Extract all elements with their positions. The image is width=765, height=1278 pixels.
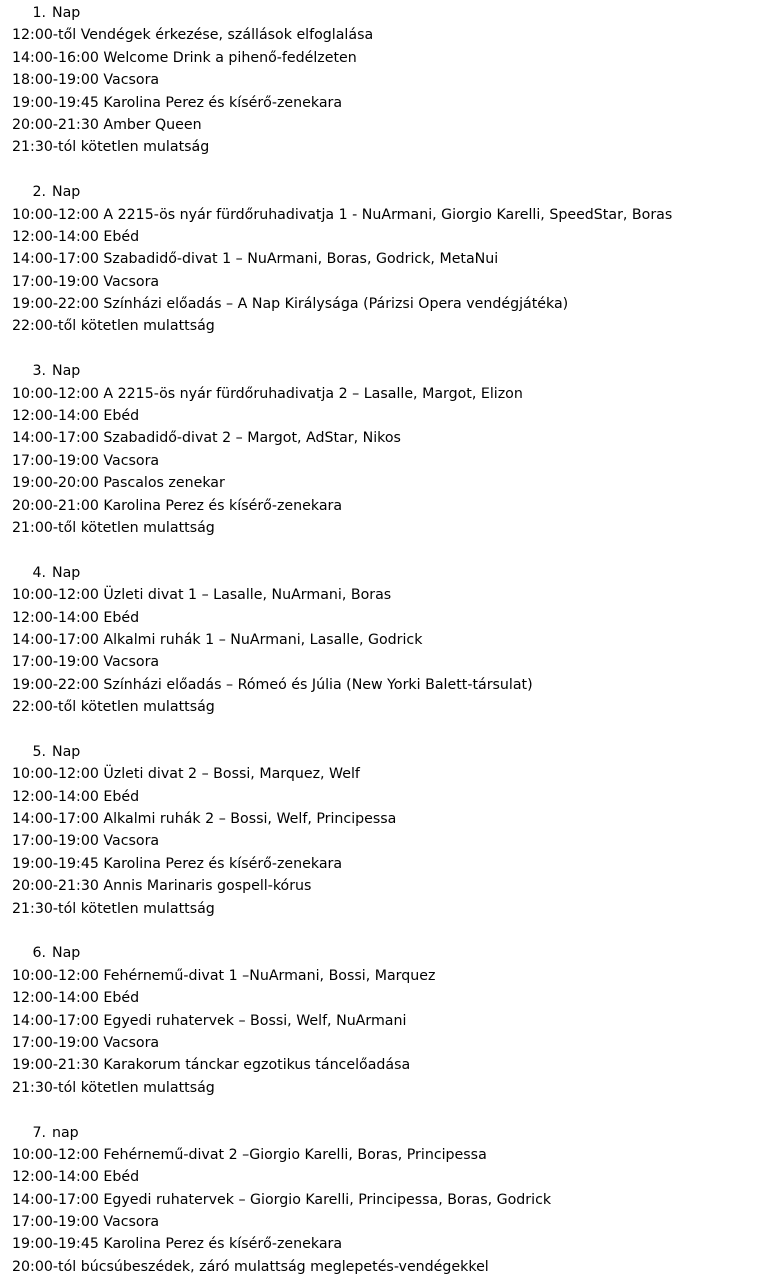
schedule-entry: 12:00-14:00 Ebéd [12, 990, 140, 1007]
schedule-entry: 14:00-16:00 Welcome Drink a pihenő-fedélzeten [12, 49, 357, 66]
schedule-entry: 19:00-20:00 Pascalos zenekar [12, 475, 225, 492]
schedule-entry: 14:00-17:00 Szabadidő-divat 2 – Margot, AdStar, Nikos [12, 430, 401, 447]
schedule-entry: 20:00-21:30 Amber Queen [12, 116, 202, 133]
schedule-entry: 17:00-19:00 Vacsora [12, 1214, 160, 1231]
schedule-entry: 10:00-12:00 Fehérnemű-divat 1 –NuArmani, Bossi, Marquez [12, 967, 436, 984]
day-section [12, 1122, 765, 1278]
schedule-entry: 20:00-tól búcsúbeszédek, záró mulattság meglepetés-vendégekkel [12, 1258, 489, 1275]
schedule-entry: 14:00-17:00 Egyedi ruhatervek – Giorgio Karelli, Principessa, Boras, Godrick [12, 1191, 552, 1208]
schedule-entry: 12:00-14:00 Ebéd [12, 788, 140, 805]
day-heading [12, 562, 765, 584]
day-number: 3. [32, 363, 46, 380]
schedule-entry: 19:00-19:45 Karolina Perez és kísérő-zenekara [12, 1236, 343, 1253]
day-label: Nap [52, 743, 81, 760]
schedule-entry: 12:00-14:00 Ebéd [12, 228, 140, 245]
schedule-entry: 10:00-12:00 A 2215-ös nyár fürdőruhadivatja 2 – Lasalle, Margot, Elizon [12, 385, 523, 402]
schedule-entry: 12:00-től Vendégek érkezése, szállások elfoglalása [12, 27, 374, 44]
day-label: Nap [52, 945, 81, 962]
day-number: 1. [32, 5, 46, 21]
schedule-entry: 17:00-19:00 Vacsora [12, 833, 160, 850]
schedule-entry: 14:00-17:00 Alkalmi ruhák 1 – NuArmani, Lasalle, Godrick [12, 631, 423, 648]
schedule-entry: 17:00-19:00 Vacsora [12, 273, 160, 290]
schedule-entry: 14:00-17:00 Alkalmi ruhák 2 – Bossi, Welf, Principessa [12, 811, 397, 828]
schedule-entry: 21:30-tól kötetlen mulatság [12, 139, 210, 156]
day-number: 6. [32, 945, 46, 962]
day-heading [12, 181, 765, 203]
schedule-entry: 21:30-tól kötetlen mulattság [12, 900, 215, 917]
schedule-entry: 17:00-19:00 Vacsora [12, 452, 160, 469]
day-section [12, 360, 765, 539]
day-section [12, 2, 765, 159]
day-heading [12, 1122, 765, 1144]
day-section [12, 741, 765, 920]
schedule-entry: 22:00-től kötetlen mulattság [12, 699, 215, 716]
schedule-entry: 10:00-12:00 Fehérnemű-divat 2 –Giorgio Karelli, Boras, Principessa [12, 1146, 487, 1163]
schedule-entry: 14:00-17:00 Egyedi ruhatervek – Bossi, Welf, NuArmani [12, 1012, 407, 1029]
day-label: Nap [52, 184, 81, 201]
day-label: Nap [52, 363, 81, 380]
schedule-entry: 21:00-től kötetlen mulattság [12, 519, 215, 536]
day-heading [12, 360, 765, 382]
schedule-entry: 21:30-tól kötetlen mulattság [12, 1079, 215, 1096]
schedule-entry: 19:00-21:30 Karakorum tánckar egzotikus táncelőadása [12, 1057, 411, 1074]
schedule-entry: 17:00-19:00 Vacsora [12, 654, 160, 671]
schedule-entry: 19:00-19:45 Karolina Perez és kísérő-zenekara [12, 855, 343, 872]
day-number: 2. [32, 184, 46, 201]
schedule-entry: 12:00-14:00 Ebéd [12, 1169, 140, 1186]
day-heading [12, 741, 765, 763]
day-heading [12, 2, 765, 24]
day-number: 7. [32, 1124, 46, 1141]
day-heading [12, 942, 765, 964]
schedule-entry: 19:00-22:00 Színházi előadás – A Nap Királysága (Párizsi Opera vendégjátéka) [12, 296, 569, 313]
schedule-entry: 17:00-19:00 Vacsora [12, 1034, 160, 1051]
schedule-entry: 22:00-től kötetlen mulattság [12, 318, 215, 335]
day-number: 5. [32, 743, 46, 760]
schedule-entry: 10:00-12:00 Üzleti divat 1 – Lasalle, NuArmani, Boras [12, 587, 392, 604]
day-section [12, 562, 765, 719]
day-label: nap [52, 1124, 79, 1141]
schedule-entry: 20:00-21:30 Annis Marinaris gospell-kórus [12, 878, 312, 895]
schedule-entry: 19:00-22:00 Színházi előadás – Rómeó és Júlia (New Yorki Balett-társulat) [12, 676, 533, 693]
day-label: Nap [52, 564, 81, 581]
schedule-entry: 10:00-12:00 Üzleti divat 2 – Bossi, Marquez, Welf [12, 766, 360, 783]
schedule-entry: 20:00-21:00 Karolina Perez és kísérő-zenekara [12, 497, 343, 514]
day-section [12, 942, 765, 1099]
schedule-entry: 12:00-14:00 Ebéd [12, 408, 140, 425]
day-label: Nap [52, 5, 81, 21]
schedule-entry: 14:00-17:00 Szabadidő-divat 1 – NuArmani, Boras, Godrick, MetaNui [12, 251, 499, 268]
schedule-entry: 10:00-12:00 A 2215-ös nyár fürdőruhadivatja 1 - NuArmani, Giorgio Karelli, SpeedStar, Boras [12, 206, 673, 223]
day-number: 4. [32, 564, 46, 581]
schedule-entry: 19:00-19:45 Karolina Perez és kísérő-zenekara [12, 94, 343, 111]
schedule-entry: 12:00-14:00 Ebéd [12, 609, 140, 626]
day-section [12, 181, 765, 338]
schedule-entry: 18:00-19:00 Vacsora [12, 72, 160, 89]
